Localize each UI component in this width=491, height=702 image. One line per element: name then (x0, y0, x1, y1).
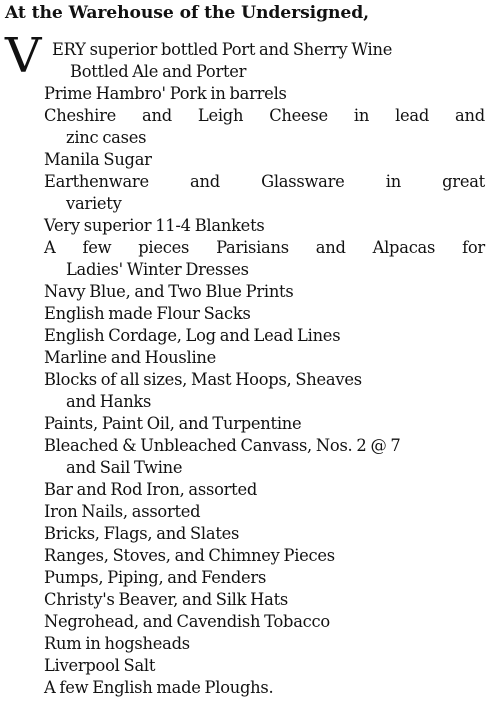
item-text: Iron Nails, assorted (44, 502, 201, 521)
list-item (0, 677, 491, 699)
drop-cap-letter: V (5, 28, 42, 84)
item-continuation-text: Ladies' Winter Dresses (66, 260, 249, 279)
page-heading: At the Warehouse of the Undersigned, (5, 3, 370, 23)
item-continuation-text: and Sail Twine (66, 458, 183, 477)
list-item (0, 237, 491, 281)
list-item (0, 215, 491, 237)
item-text: Prime Hambro' Pork in barrels (44, 84, 287, 103)
item-text: Cheshire and Leigh Cheese in lead and (44, 106, 485, 125)
item-text: Ranges, Stoves, and Chimney Pieces (44, 546, 335, 565)
item-text: Manila Sugar (44, 150, 152, 169)
list-item (0, 281, 491, 303)
list-item (0, 589, 491, 611)
item-continuation-text: zinc cases (66, 128, 147, 147)
item-text: English made Flour Sacks (44, 304, 251, 323)
list-item (0, 369, 491, 413)
list-item (0, 303, 491, 325)
item-text: A few pieces Parisians and Alpacas for (44, 238, 485, 257)
item-text: Rum in hogsheads (44, 634, 190, 653)
list-item (0, 567, 491, 589)
item-text: Paints, Paint Oil, and Turpentine (44, 414, 302, 433)
item-continuation-text: and Hanks (66, 392, 152, 411)
list-item (0, 325, 491, 347)
list-item (0, 149, 491, 171)
goods-list (0, 39, 491, 699)
item-text: Navy Blue, and Two Blue Prints (44, 282, 294, 301)
item-text: Christy's Beaver, and Silk Hats (44, 590, 288, 609)
list-item (0, 479, 491, 501)
list-item (0, 611, 491, 633)
item-text: Earthenware and Glassware in great (44, 172, 485, 191)
list-item (0, 105, 491, 149)
list-item (0, 347, 491, 369)
item-text: A few English made Ploughs. (44, 678, 274, 697)
list-item (0, 545, 491, 567)
item-text: Bar and Rod Iron, assorted (44, 480, 258, 499)
item-text: Bleached & Unbleached Canvass, Nos. 2 @ 7 (44, 436, 401, 455)
item-text: Liverpool Salt (44, 656, 156, 675)
item-text: Bricks, Flags, and Slates (44, 524, 240, 543)
list-item (0, 83, 491, 105)
item-text: Very superior 11-4 Blankets (44, 216, 265, 235)
list-item (0, 501, 491, 523)
item-continuation-text: Bottled Ale and Porter (70, 62, 247, 81)
item-text: ERY superior bottled Port and Sherry Wine (52, 40, 393, 59)
item-text: English Cordage, Log and Lead Lines (44, 326, 341, 345)
list-item (0, 171, 491, 215)
item-text: Marline and Housline (44, 348, 217, 367)
list-item (0, 633, 491, 655)
list-item (0, 435, 491, 479)
list-item (0, 39, 491, 83)
item-text: Blocks of all sizes, Mast Hoops, Sheaves (44, 370, 362, 389)
item-continuation-text: variety (66, 194, 122, 213)
item-text: Pumps, Piping, and Fenders (44, 568, 267, 587)
item-text: Negrohead, and Cavendish Tobacco (44, 612, 330, 631)
list-item (0, 655, 491, 677)
list-item (0, 413, 491, 435)
list-item (0, 523, 491, 545)
